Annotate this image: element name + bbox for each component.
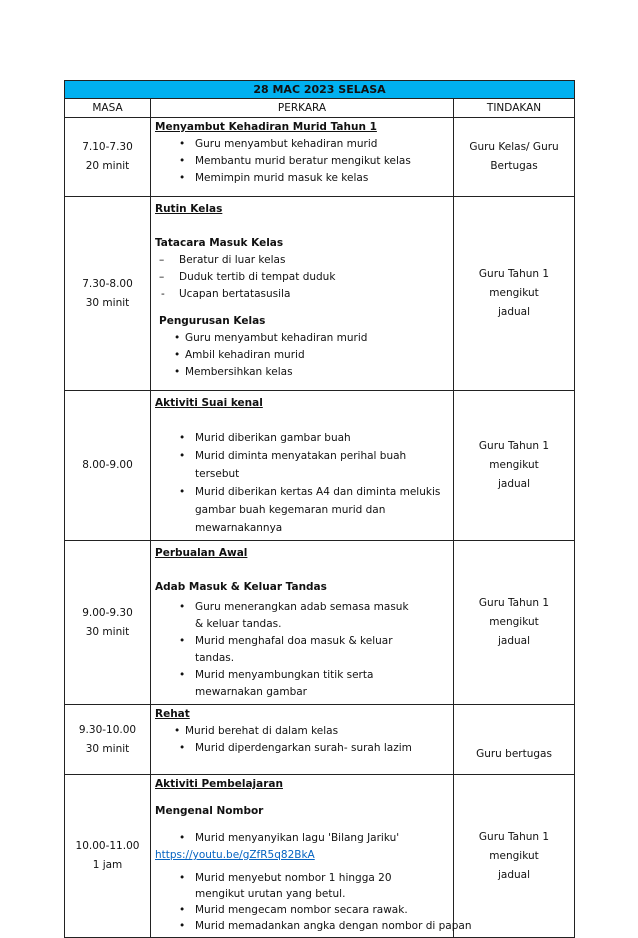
list-item: – Duduk tertib di tempat duduk — [155, 269, 449, 286]
activity-heading: Aktiviti Pembelajaran — [155, 778, 283, 790]
list-item: • Murid menyanyikan lagu 'Bilang Jariku' — [155, 830, 449, 847]
activity-cell — [151, 197, 454, 391]
list-item: • Ambil kehadiran murid — [155, 347, 449, 364]
list-item: - Ucapan bertatasusila — [155, 286, 449, 303]
action-text: Guru Tahun 1 mengikut jadual — [478, 268, 550, 318]
list-item: • Murid diperdengarkan surah- surah lazim — [155, 740, 449, 757]
list-item: • Murid memadankan angka dengan nombor di papan — [155, 918, 419, 934]
subheading: Pengurusan Kelas — [159, 315, 266, 327]
action-cell: Guru Kelas/ Guru Bertugas — [454, 118, 575, 197]
activity-heading: Menyambut Kehadiran Murid Tahun 1 — [155, 121, 377, 133]
time-cell — [65, 118, 151, 197]
list-item: • Murid diberikan gambar buah — [155, 429, 449, 447]
activity-cell — [151, 391, 454, 541]
list-item: • Murid menghafal doa masuk & keluar tandas. — [155, 633, 419, 667]
list-item: • Membersihkan kelas — [155, 364, 449, 381]
bullet-list — [155, 723, 449, 740]
list-item: • Memimpin murid masuk ke kelas — [155, 170, 449, 187]
time-range: 9.00-9.30 — [82, 606, 133, 619]
bullet-list — [155, 870, 472, 934]
duration: 30 minit — [85, 625, 130, 638]
list-item: • Membantu murid beratur mengikut kelas — [155, 153, 449, 170]
time-cell — [65, 705, 151, 775]
table-row — [65, 775, 575, 938]
time-range: 7.10-7.30 — [82, 141, 133, 153]
time-range: 7.30-8.00 — [82, 277, 133, 290]
action-text: Guru Tahun 1 mengikut jadual — [478, 440, 550, 490]
bullet-list — [155, 429, 449, 537]
list-item: • Murid diberikan kertas A4 dan diminta melukis gambar buah kegemaran murid dan mewarnakannya — [155, 483, 449, 537]
subheading: Mengenal Nombor — [155, 805, 264, 817]
action-text: Guru Tahun 1 mengikut jadual — [478, 830, 550, 881]
activity-heading: Rehat — [155, 708, 190, 720]
action-cell — [454, 391, 575, 541]
video-link[interactable]: https://youtu.be/gZfR5q82BkA — [155, 849, 315, 861]
table-row — [65, 391, 575, 541]
list-item: • Guru menyambut kehadiran murid — [155, 330, 449, 347]
list-item: • Murid menyambungkan titik serta mewarnakan gambar — [155, 667, 419, 701]
activity-heading: Perbualan Awal — [155, 547, 248, 559]
time-cell — [65, 391, 151, 541]
dash-list — [155, 252, 449, 303]
table-row — [65, 197, 575, 391]
header-masa: MASA — [65, 99, 151, 118]
action-cell: Guru bertugas — [454, 705, 575, 775]
schedule-title: 28 MAC 2023 SELASA — [65, 81, 575, 99]
subheading: Tatacara Masuk Kelas — [155, 237, 284, 249]
action-cell — [454, 197, 575, 391]
bullet-list — [155, 136, 449, 187]
duration: 30 minit — [85, 296, 130, 309]
header-perkara: PERKARA — [151, 99, 454, 118]
schedule-table — [64, 80, 575, 938]
time-cell — [65, 197, 151, 391]
bullet-list — [155, 740, 449, 757]
list-item: • Guru menerangkan adab semasa masuk & keluar tandas. — [155, 599, 419, 633]
activity-cell — [151, 775, 472, 938]
activity-cell — [151, 541, 454, 705]
duration: 30 minit — [85, 742, 130, 755]
list-item: • Murid mengecam nombor secara rawak. — [155, 902, 419, 918]
header-row — [65, 99, 575, 118]
activity-cell — [151, 118, 454, 197]
activity-heading: Rutin Kelas — [155, 203, 223, 215]
table-row — [65, 118, 575, 197]
bullet-list — [155, 599, 449, 701]
subheading: Adab Masuk & Keluar Tandas — [155, 581, 327, 593]
bullet-list — [155, 830, 449, 847]
table-row — [65, 705, 575, 775]
time-range: 8.00-9.00 — [82, 459, 133, 471]
list-item: • Murid diminta menyatakan perihal buah tersebut — [155, 447, 449, 483]
list-item: – Beratur di luar kelas — [155, 252, 449, 269]
bullet-list — [155, 330, 449, 381]
activity-cell — [151, 705, 454, 775]
action-cell — [454, 541, 575, 705]
time-cell — [65, 775, 151, 938]
time-range: 9.30-10.00 — [78, 723, 137, 736]
activity-heading: Aktiviti Suai kenal — [155, 397, 263, 409]
table-row — [65, 541, 575, 705]
action-cell — [454, 775, 575, 938]
list-item: • Murid menyebut nombor 1 hingga 20 mengikut urutan yang betul. — [155, 870, 419, 902]
list-item: • Guru menyambut kehadiran murid — [155, 136, 449, 153]
time-cell — [65, 541, 151, 705]
header-tindakan: TINDAKAN — [454, 99, 575, 118]
duration: 20 minit — [85, 160, 130, 172]
action-text: Guru Tahun 1 mengikut jadual — [478, 597, 550, 647]
time-range: 10.00-11.00 — [75, 840, 140, 852]
list-item: • Murid berehat di dalam kelas — [155, 723, 449, 740]
duration: 1 jam — [92, 859, 123, 871]
